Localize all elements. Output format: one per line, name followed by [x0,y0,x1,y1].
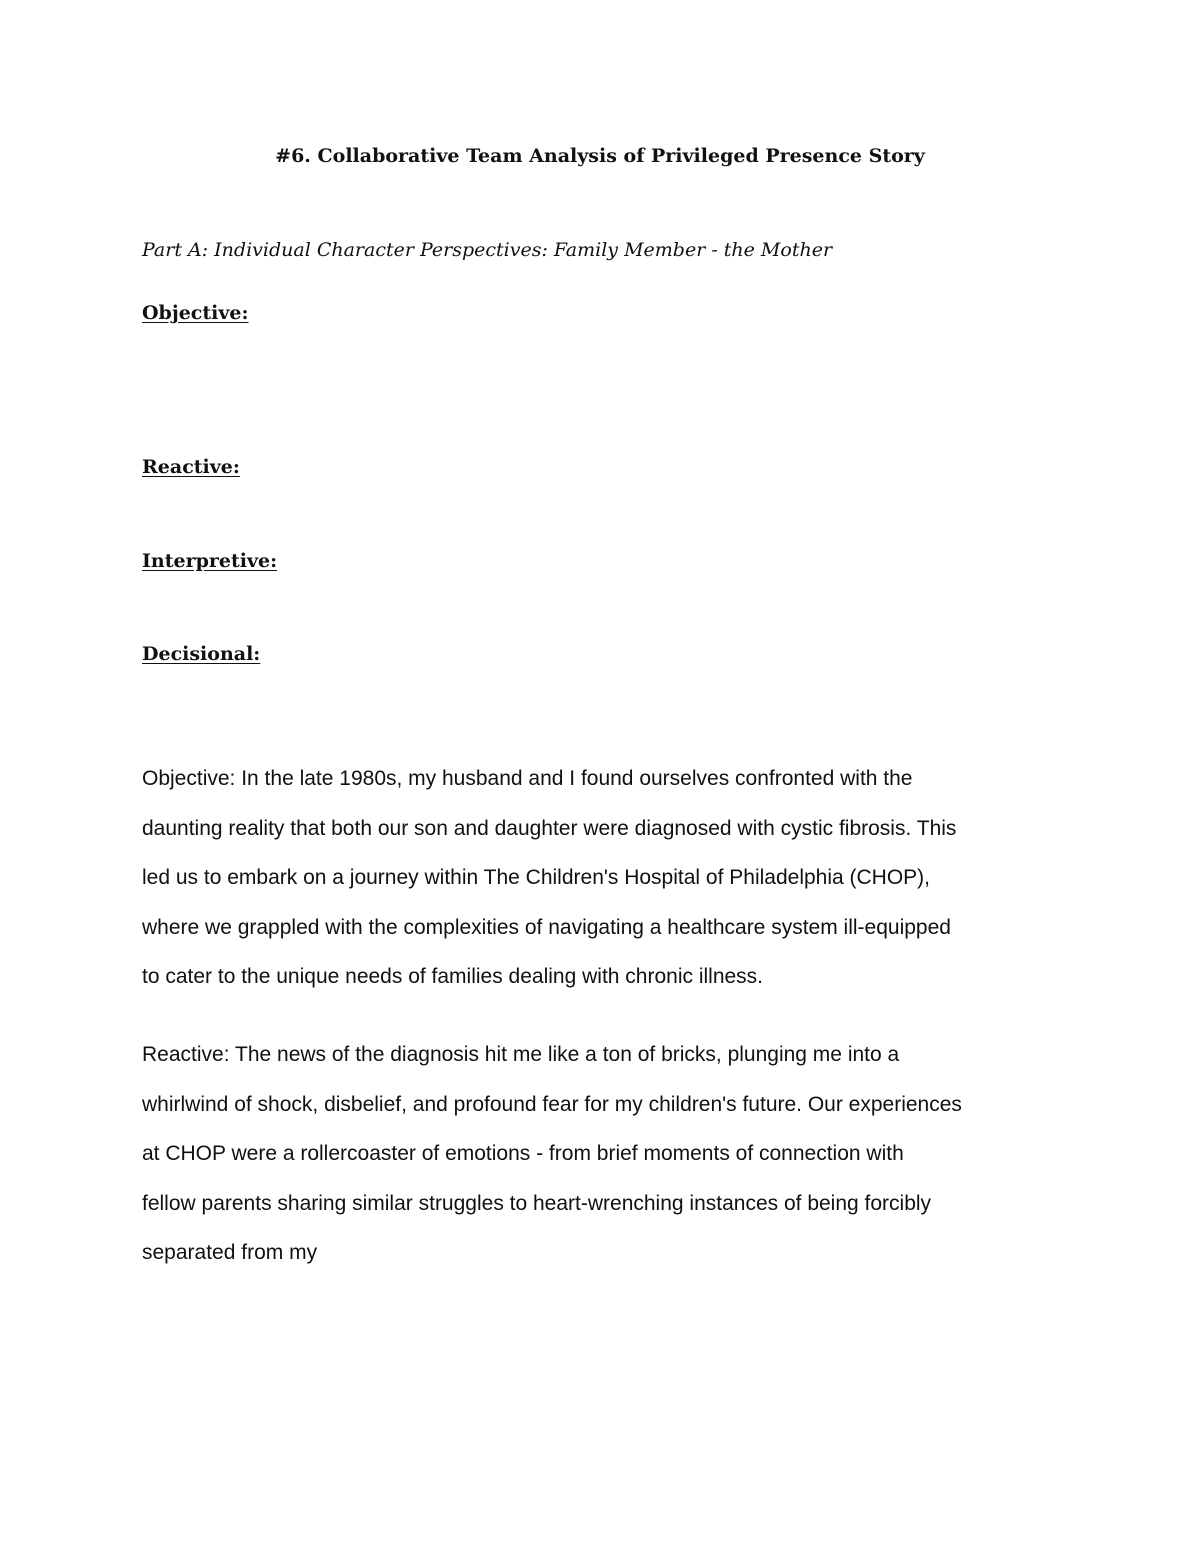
paragraph-objective [142,754,1072,1002]
paragraph-line: where we grappled with the complexities of navigating a healthcare system ill-equipped [142,915,951,939]
document-title: #6. Collaborative Team Analysis of Privileged Presence Story [275,145,925,167]
heading-decisional: Decisional: [142,643,261,665]
paragraph-line: led us to embark on a journey within The Children's Hospital of Philadelphia (CHOP), [142,866,931,889]
paragraph-line: to cater to the unique needs of families dealing with chronic illness. [142,965,764,988]
paragraph-line: Reactive: The news of the diagnosis hit me like a ton of bricks, plunging me into a [142,1043,900,1066]
paragraph-reactive [142,1030,1072,1278]
heading-objective: Objective: [142,302,249,324]
paragraph-line: daunting reality that both our son and daughter were diagnosed with cystic fibrosis. This [142,816,957,840]
paragraph-line: at CHOP were a rollercoaster of emotions - from brief moments of connection with [142,1142,904,1165]
heading-reactive: Reactive: [142,456,240,478]
paragraph-line: whirlwind of shock, disbelief, and profound fear for my children's future. Our experiences [142,1092,962,1116]
document-subtitle: Part A: Individual Character Perspectives: Family Member - the Mother [142,239,833,261]
paragraph-line: fellow parents sharing similar struggles to heart-wrenching instances of being forcibly [142,1191,932,1215]
paragraph-line: separated from my [142,1241,318,1264]
paragraph-line: Objective: In the late 1980s, my husband and I found ourselves confronted with the [142,767,913,790]
heading-interpretive: Interpretive: [142,550,278,572]
